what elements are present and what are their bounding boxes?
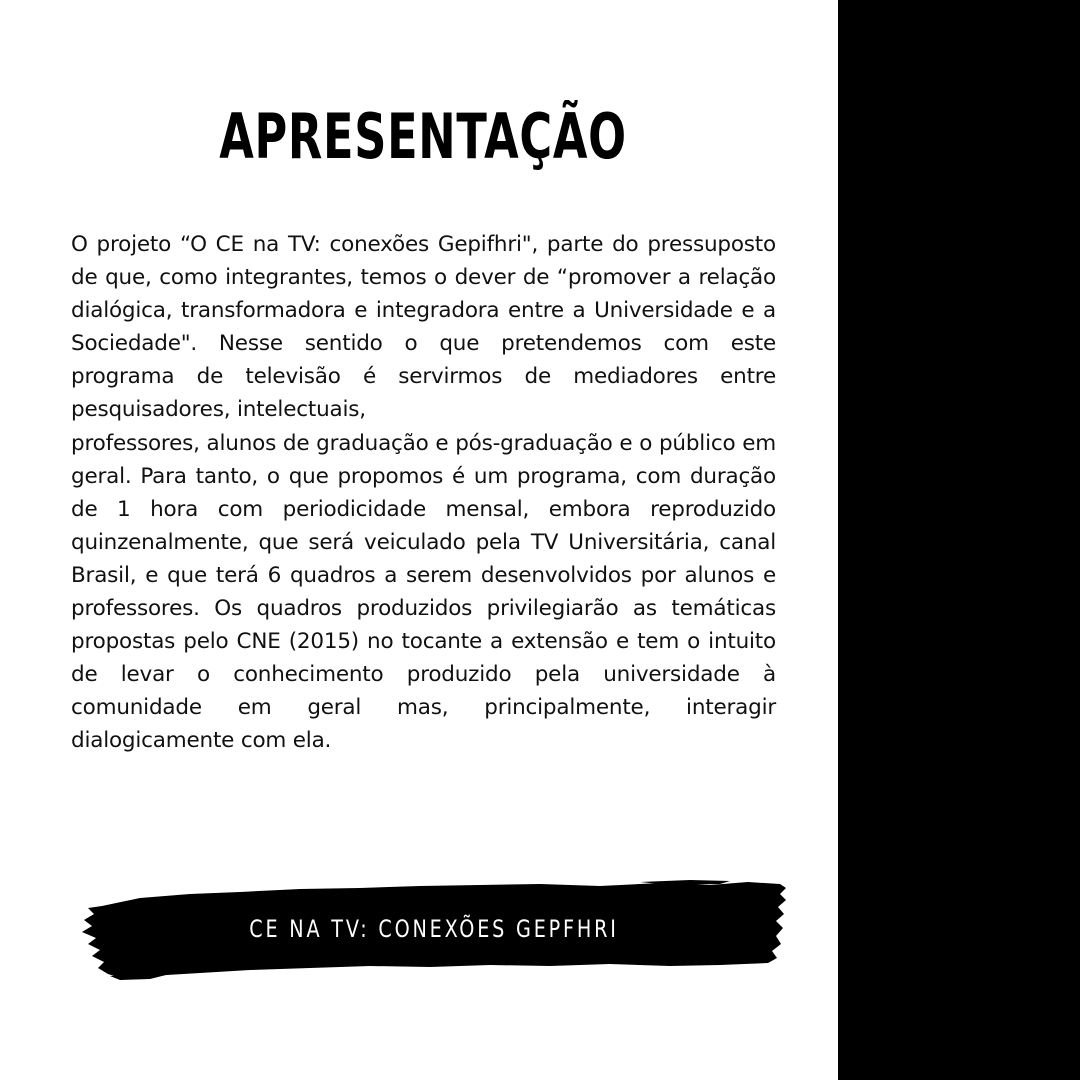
banner-label: CE NA TV: CONEXÕES GEPFHRI — [249, 915, 619, 943]
brush-stroke-banner — [80, 880, 788, 980]
page-title: APRESENTAÇÃO — [219, 100, 627, 173]
paragraph-2: professores, alunos de graduação e pós-graduação e o público em geral. Para tanto, o que propomos é um programa, com duração de 1 hora com periodicidade mensal, embora reproduzido quinzenalmente, que será veiculado pela TV Universitária, canal Brasil, e que terá 6 quadros a serem desenvolvidos por alunos e professores. Os quadros produzidos privilegiarão as temáticas propostas pelo CNE (2015) no tocante a extensão e tem o intuito de levar o conhecimento produzido pela universidade à comunidade em geral mas, principalmente, interagir dialogicamente com ela. — [71, 430, 776, 754]
paragraph-1: O projeto “O CE na TV: conexões Gepifhri", parte do pressuposto de que, como integrantes, temos o dever de “promover a relação dialógica, transformadora e integradora entre a Universidade e a Sociedade". Nesse sentido o que pretendemos com este programa de televisão é servirmos de mediadores entre pesquisadores, intelectuais, — [71, 232, 776, 423]
presentation-text — [71, 228, 776, 758]
side-black-panel — [838, 0, 1080, 1080]
